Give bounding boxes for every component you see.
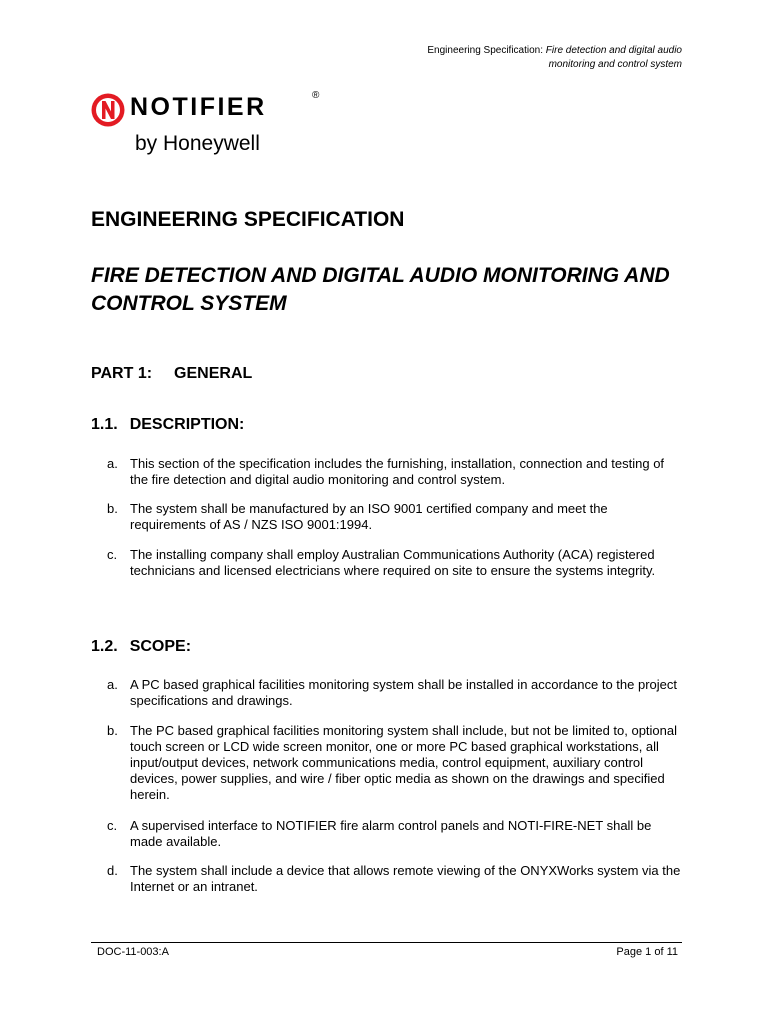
running-header <box>427 44 682 72</box>
section-title: SCOPE: <box>129 638 192 655</box>
list-letter: a. <box>107 456 118 471</box>
logo-brand: NOTIFIER <box>130 93 267 121</box>
part-title: GENERAL <box>174 365 253 382</box>
list-item <box>107 547 682 579</box>
list-item <box>107 501 682 533</box>
list-item <box>107 863 682 895</box>
list-letter: c. <box>107 818 118 833</box>
part-number: PART 1: <box>91 365 153 382</box>
section-number: 1.2. <box>91 638 118 655</box>
list-letter: d. <box>107 863 118 878</box>
list-text: A PC based graphical facilities monitoring system shall be installed in accordance to the project specifications and drawings. <box>130 677 678 708</box>
header-title-line1: Fire detection and digital audio <box>545 45 682 56</box>
header-prefix: Engineering Specification: <box>427 45 546 56</box>
footer-doc-number: DOC-11-003:A <box>97 946 169 958</box>
list-text: The PC based graphical facilities monitoring system shall include, but not be limited to, optional touch screen or LCD wide screen monitor, one or more PC based graphical workstations, all input/output devices, network communications media, control equipment, auxiliary control devices, power supplies, and wire / fiber optic media as shown on the drawings and specified herein. <box>130 723 678 802</box>
list-letter: c. <box>107 547 118 562</box>
list-item <box>107 818 682 850</box>
list-letter: b. <box>107 501 118 516</box>
list-item <box>107 723 682 803</box>
list-text: This section of the specification includes the furnishing, installation, connection and testing of the fire detection and digital audio monitoring and control system. <box>130 456 665 487</box>
section-heading-scope <box>91 638 191 656</box>
list-item <box>107 456 682 488</box>
logo-registered: ® <box>312 90 320 101</box>
document-subtitle: FIRE DETECTION AND DIGITAL AUDIO MONITORING AND CONTROL SYSTEM <box>91 264 670 315</box>
notifier-logo <box>90 92 330 162</box>
list-text: The system shall be manufactured by an ISO 9001 certified company and meet the requirements of AS / NZS ISO 9001:1994. <box>130 501 608 532</box>
section-heading-description <box>91 416 244 434</box>
notifier-n-icon <box>90 92 126 128</box>
list-text: A supervised interface to NOTIFIER fire alarm control panels and NOTI-FIRE-NET shall be made available. <box>130 818 652 849</box>
section-title: DESCRIPTION: <box>129 416 245 433</box>
part-heading <box>91 365 252 383</box>
document-title: ENGINEERING SPECIFICATION <box>91 208 405 231</box>
list-letter: a. <box>107 677 118 692</box>
footer-page-number: Page 1 of 11 <box>616 946 678 958</box>
section-number: 1.1. <box>91 416 118 433</box>
list-letter: b. <box>107 723 118 738</box>
list-text: The installing company shall employ Australian Communications Authority (ACA) registered technicians and licensed electricians where required on site to ensure the systems integrity. <box>130 547 656 578</box>
list-item <box>107 677 682 709</box>
header-title-line2: monitoring and control system <box>548 59 682 70</box>
footer-rule <box>91 942 682 943</box>
list-text: The system shall include a device that allows remote viewing of the ONYXWorks system via the Internet or an intranet. <box>130 863 681 894</box>
logo-subtitle: by Honeywell <box>135 132 260 155</box>
